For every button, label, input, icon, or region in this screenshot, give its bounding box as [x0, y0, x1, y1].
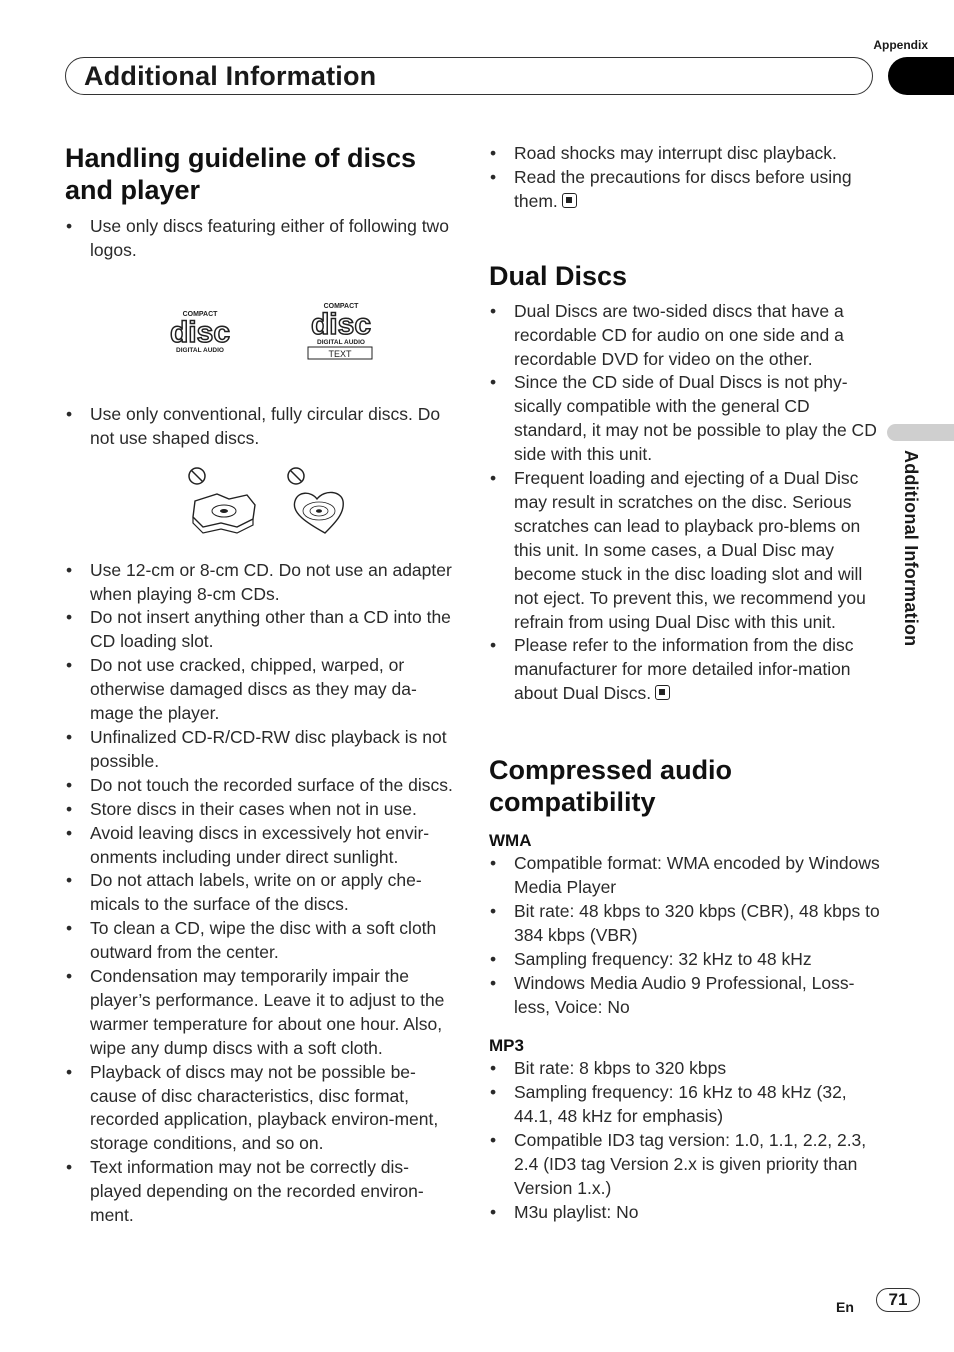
section-header	[65, 57, 873, 95]
list-item: • Do not use cracked, chipped, warped, or otherwise damaged discs as they may da-mage the player.	[65, 654, 455, 726]
list-item: • Sampling frequency: 16 kHz to 48 kHz (32, 44.1, 48 kHz for emphasis)	[489, 1081, 881, 1129]
list-item: • Since the CD side of Dual Discs is not phy-sically compatible with the general CD standard, it may not be possible to play the CD side with this unit.	[489, 371, 881, 467]
list-item: • Dual Discs are two-sided discs that have a recordable CD for audio on one side and a recordable DVD for video on the other.	[489, 300, 881, 372]
bullet-list-wma	[489, 852, 881, 1019]
list-item: • Do not attach labels, write on or apply che-micals to the surface of the discs.	[65, 869, 455, 917]
logo-extra-text: TEXT	[328, 348, 352, 359]
list-item: • Compatible format: WMA encoded by Windows Media Player	[489, 852, 881, 900]
logo-bottom-text: DIGITAL AUDIO	[317, 338, 365, 346]
side-section-label: Additional Information	[901, 450, 921, 647]
language-label: En	[836, 1299, 854, 1315]
list-item: • Sampling frequency: 32 kHz to 48 kHz	[489, 948, 881, 972]
list-item: • To clean a CD, wipe the disc with a soft cloth outward from the center.	[65, 917, 455, 965]
side-tab-marker	[887, 424, 954, 441]
disc-logos	[65, 263, 455, 403]
page-number: 71	[876, 1288, 920, 1312]
list-item	[489, 166, 881, 214]
bullet-list-mp3	[489, 1057, 881, 1224]
mp3-subheading: MP3	[489, 1036, 524, 1056]
list-item	[489, 634, 881, 706]
left-column	[65, 142, 455, 1228]
list-item: • Store discs in their cases when not in use.	[65, 798, 455, 822]
handling-heading: Handling guideline of discs and player	[65, 143, 417, 205]
logo-top-text: COMPACT	[182, 310, 218, 318]
list-item: • Do not insert anything other than a CD into the CD loading slot.	[65, 606, 455, 654]
prohibited-shaped-discs-icon	[177, 461, 367, 541]
list-item: • Compatible ID3 tag version: 1.0, 1.1, 2.2, 2.3, 2.4 (ID3 tag Version 2.x is given priority than Version 1.x.)	[489, 1129, 881, 1201]
end-mark-icon	[655, 685, 670, 700]
list-item: • M3u playlist: No	[489, 1201, 881, 1225]
logo-main-text: disc	[169, 315, 231, 349]
list-item: • Road shocks may interrupt disc playback.	[489, 142, 881, 166]
list-item: • Frequent loading and ejecting of a Dual Disc may result in scratches on the disc. Serious scratches can lead to playback pro-blems on this unit. In some cases, a Dual Disc may become stuck in the disc loading slot and will not eject. To prevent this, we recommend you refrain from using Dual Disc with this unit.	[489, 467, 881, 634]
list-item: • Windows Media Audio 9 Professional, Loss-less, Voice: No	[489, 972, 881, 1020]
list-item: • Use only conventional, fully circular discs. Do not use shaped discs.	[65, 403, 455, 451]
compact-disc-logo	[165, 307, 235, 357]
appendix-label: Appendix	[873, 38, 928, 52]
list-item: • Unfinalized CD-R/CD-RW disc playback is not possible.	[65, 726, 455, 774]
list-item: • Bit rate: 8 kbps to 320 kbps	[489, 1057, 881, 1081]
wma-subheading: WMA	[489, 831, 532, 851]
list-item: • Condensation may temporarily impair the player’s performance. Leave it to adjust to the warmer temperature for about one hour. Also, wipe any dump discs with a soft cloth.	[65, 965, 455, 1061]
bullet-list-dual	[489, 300, 881, 706]
logo-top-text: COMPACT	[323, 302, 359, 310]
logo-bottom-text: DIGITAL AUDIO	[176, 346, 224, 354]
end-mark-icon	[562, 193, 577, 208]
shaped-disc-illustrations	[65, 451, 455, 559]
bullet-list-precautions	[489, 142, 881, 214]
bullet-list-shapes	[65, 403, 455, 451]
bullet-list-care	[65, 559, 455, 1228]
compressed-audio-heading: Compressed audio compatibility	[489, 755, 733, 818]
logo-main-text: disc	[310, 307, 372, 341]
dual-discs-heading: Dual Discs	[489, 260, 628, 291]
bullet-list-logos	[65, 215, 455, 263]
right-column	[489, 142, 881, 1225]
list-item: • Use 12-cm or 8-cm CD. Do not use an adapter when playing 8-cm CDs.	[65, 559, 455, 607]
list-item: • Do not touch the recorded surface of the discs.	[65, 774, 455, 798]
list-item: • Use only discs featuring either of following two logos.	[65, 215, 455, 263]
section-title: Additional Information	[84, 61, 377, 91]
compact-disc-text-logo	[305, 299, 377, 361]
list-item: • Playback of discs may not be possible be-cause of disc characteristics, disc format, recorded application, playback environ-ment, storage conditions, and so on.	[65, 1061, 455, 1157]
section-tab-marker	[888, 57, 954, 95]
list-item: • Avoid leaving discs in excessively hot envir-onments including under direct sunlight.	[65, 822, 455, 870]
list-item: • Bit rate: 48 kbps to 320 kbps (CBR), 48 kbps to 384 kbps (VBR)	[489, 900, 881, 948]
list-item: • Text information may not be correctly dis-played depending on the recorded environ-ment.	[65, 1156, 455, 1228]
list-item-text: Please refer to the information from the disc manufacturer for more detailed infor-mation about Dual Discs.	[514, 635, 854, 704]
list-item-text: Read the precautions for discs before using them.	[514, 166, 852, 211]
